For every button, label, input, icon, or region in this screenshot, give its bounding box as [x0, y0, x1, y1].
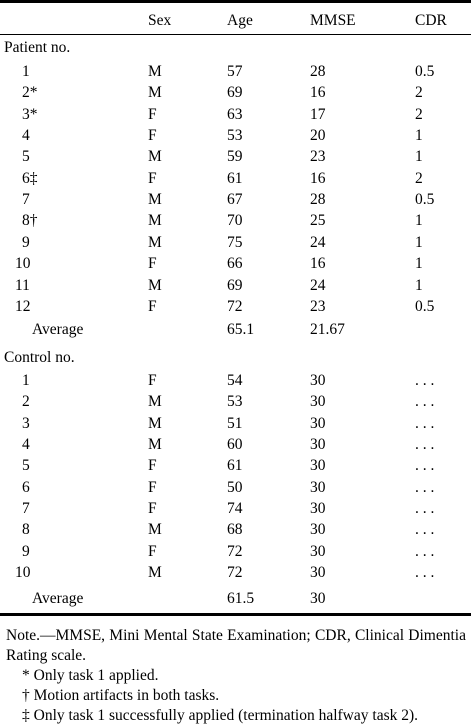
row-number: 12 — [15, 297, 31, 315]
sex-cell: F — [148, 169, 157, 187]
mmse-cell: 16 — [310, 169, 326, 187]
mmse-cell: 23 — [310, 297, 326, 315]
row-number: 6‡ — [22, 169, 38, 187]
mmse-cell: 30 — [310, 500, 326, 518]
cdr-cell: 2 — [415, 169, 423, 187]
cdr-cell: . . . — [415, 457, 435, 475]
row-number: 3 — [22, 414, 30, 432]
sex-cell: F — [148, 255, 157, 273]
age-cell: 60 — [227, 436, 243, 454]
cdr-cell: . . . — [415, 436, 435, 454]
cdr-cell: . . . — [415, 414, 435, 432]
row-number: 7 — [22, 191, 30, 209]
row-number: 5 — [22, 457, 30, 475]
row-number: 10 — [15, 255, 31, 273]
mmse-cell: 23 — [310, 148, 326, 166]
mmse-cell: 20 — [310, 127, 326, 145]
sex-cell: M — [148, 564, 162, 582]
cdr-cell: . . . — [415, 542, 435, 560]
mmse-cell: 30 — [310, 457, 326, 475]
row-number: 1 — [22, 63, 30, 80]
sex-cell: F — [148, 457, 157, 475]
row-number: 9 — [22, 233, 30, 251]
age-cell: 61 — [227, 169, 243, 187]
sex-cell: F — [148, 542, 157, 560]
sex-cell: M — [148, 191, 162, 209]
mmse-cell: 30 — [310, 372, 326, 389]
sex-cell: M — [148, 414, 162, 432]
header-cdr: CDR — [415, 12, 447, 29]
row-number: 1 — [22, 372, 30, 389]
cdr-cell: 1 — [415, 148, 423, 166]
cdr-cell: 0.5 — [415, 63, 435, 80]
age-cell: 72 — [227, 542, 243, 560]
sex-cell: F — [148, 372, 157, 389]
sex-cell: F — [148, 297, 157, 315]
average-age: 61.5 — [227, 590, 255, 607]
row-number: 2 — [22, 393, 30, 411]
cdr-cell: . . . — [415, 500, 435, 518]
age-cell: 61 — [227, 457, 243, 475]
row-number: 3* — [22, 105, 38, 123]
mmse-cell: 30 — [310, 436, 326, 454]
controls-section-label: Control no. — [4, 349, 75, 366]
row-number: 9 — [22, 542, 30, 560]
age-cell: 69 — [227, 276, 243, 294]
cdr-cell: 0.5 — [415, 191, 435, 209]
mmse-cell: 17 — [310, 105, 326, 123]
age-cell: 66 — [227, 255, 243, 273]
age-cell: 69 — [227, 84, 243, 102]
sex-cell: F — [148, 500, 157, 518]
mmse-cell: 25 — [310, 212, 326, 230]
sex-cell: M — [148, 148, 162, 166]
age-cell: 72 — [227, 297, 243, 315]
table-note: Note.—MMSE, Mini Mental State Examination; CDR, Clinical Dimentia Rating scale. — [6, 627, 466, 664]
row-number: 2* — [22, 84, 38, 102]
age-cell: 67 — [227, 191, 243, 209]
mmse-cell: 30 — [310, 521, 326, 539]
sex-cell: F — [148, 478, 157, 496]
age-cell: 59 — [227, 148, 243, 166]
cdr-cell: . . . — [415, 478, 435, 496]
mmse-cell: 30 — [310, 564, 326, 582]
average-label: Average — [32, 590, 84, 607]
sex-cell: M — [148, 212, 162, 230]
mmse-cell: 16 — [310, 84, 326, 102]
mmse-cell: 30 — [310, 478, 326, 496]
age-cell: 72 — [227, 564, 243, 582]
row-number: 5 — [22, 148, 30, 166]
footnote-termination: ‡ Only task 1 successfully applied (termination halfway task 2). — [22, 707, 419, 724]
sex-cell: F — [148, 127, 157, 145]
cdr-cell: . . . — [415, 521, 435, 539]
cdr-cell: 1 — [415, 212, 423, 230]
average-age: 65.1 — [227, 321, 255, 338]
age-cell: 53 — [227, 127, 243, 145]
cdr-cell: . . . — [415, 372, 435, 389]
average-label: Average — [32, 321, 84, 338]
cdr-cell: . . . — [415, 564, 435, 582]
row-number: 4 — [22, 436, 30, 454]
cdr-cell: . . . — [415, 393, 435, 411]
mmse-cell: 30 — [310, 542, 326, 560]
sex-cell: M — [148, 63, 162, 80]
age-cell: 70 — [227, 212, 243, 230]
header-age: Age — [227, 12, 253, 29]
sex-cell: M — [148, 521, 162, 539]
mmse-cell: 24 — [310, 233, 326, 251]
row-number: 7 — [22, 500, 30, 518]
footnote-motion-artifacts: † Motion artifacts in both tasks. — [22, 687, 220, 704]
mmse-cell: 28 — [310, 191, 326, 209]
cdr-cell: 2 — [415, 105, 423, 123]
header-sex: Sex — [148, 12, 172, 29]
row-number: 8† — [22, 212, 38, 230]
cdr-cell: 2 — [415, 84, 423, 102]
sex-cell: M — [148, 393, 162, 411]
cdr-cell: 0.5 — [415, 297, 435, 315]
row-number: 11 — [15, 276, 30, 294]
age-cell: 68 — [227, 521, 243, 539]
age-cell: 57 — [227, 63, 243, 80]
age-cell: 74 — [227, 500, 243, 518]
table-bottom-rule — [0, 613, 471, 616]
mmse-cell: 30 — [310, 393, 326, 411]
age-cell: 54 — [227, 372, 243, 389]
footnote-only-task1: * Only task 1 applied. — [22, 667, 159, 684]
sex-cell: M — [148, 276, 162, 294]
sex-cell: F — [148, 105, 157, 123]
row-number: 10 — [15, 564, 31, 582]
age-cell: 63 — [227, 105, 243, 123]
row-number: 6 — [22, 478, 30, 496]
average-mmse: 30 — [310, 590, 326, 607]
header-rule — [0, 34, 471, 35]
mmse-cell: 24 — [310, 276, 326, 294]
age-cell: 75 — [227, 233, 243, 251]
average-mmse: 21.67 — [310, 321, 345, 338]
cdr-cell: 1 — [415, 255, 423, 273]
sex-cell: M — [148, 436, 162, 454]
row-number: 4 — [22, 127, 30, 145]
age-cell: 50 — [227, 478, 243, 496]
mmse-cell: 30 — [310, 414, 326, 432]
sex-cell: M — [148, 233, 162, 251]
cdr-cell: 1 — [415, 127, 423, 145]
header-mmse: MMSE — [310, 12, 356, 29]
mmse-cell: 28 — [310, 63, 326, 80]
row-number: 8 — [22, 521, 30, 539]
age-cell: 51 — [227, 414, 243, 432]
table-top-rule — [0, 0, 471, 3]
mmse-cell: 16 — [310, 255, 326, 273]
patients-section-label: Patient no. — [4, 39, 71, 56]
sex-cell: M — [148, 84, 162, 102]
age-cell: 53 — [227, 393, 243, 411]
cdr-cell: 1 — [415, 233, 423, 251]
cdr-cell: 1 — [415, 276, 423, 294]
